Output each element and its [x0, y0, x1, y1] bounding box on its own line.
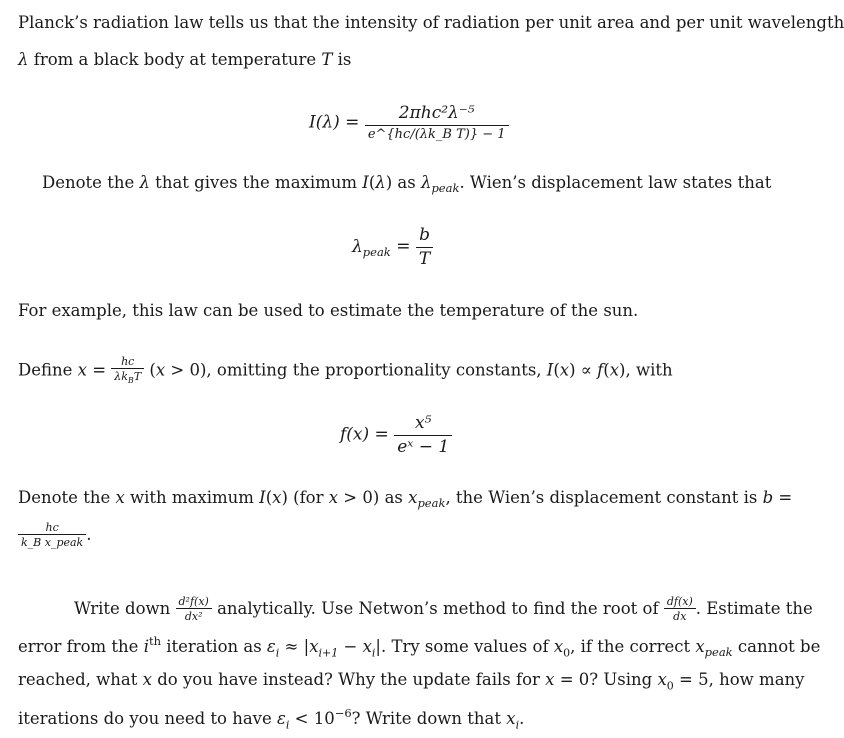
wien-constant-fraction: $\frac{hc}{\text{k\_B x\_peak}}$: [18, 522, 86, 549]
define-fraction: $\frac{hc}{\lambda k_BT}$: [111, 356, 144, 386]
example-line: For example, this law can be used to estimate the temperature of the sun.: [18, 301, 639, 320]
intro-line-1: [18, 13, 844, 32]
planck-denominator: e^{hc/(λk_B T)} − 1: [365, 125, 509, 142]
task-line-4: iterations do you need to have $\varepsilon_i < 10^{-6}$? Write down that $x_i$.: [18, 706, 525, 732]
f-lhs: f(x) =: [340, 424, 389, 445]
wien-fraction: $\frac{b}{T}$: [416, 226, 433, 268]
task-line-2: error from the $i^{th}$ iteration as $\varepsilon_i \approx |x_{i+1} - x_i|$. Try some values of $x_0$, if the correct $x_{peak}$ cannot be: [18, 634, 821, 660]
planck-numerator: 2πhc²λ⁻⁵: [398, 103, 475, 123]
second-derivative-fraction: $\frac{\text{d²f(x)}}{\text{dx²}}$: [176, 596, 212, 623]
denote-line-1: Denote the x with maximum I(x) (for x > 0) as $x_{peak}$, the Wien’s displacement constant is b =: [18, 488, 793, 510]
intro-text: Planck’s radiation law tells us that the intensity of radiation per unit area and per unit wavelength: [18, 13, 844, 32]
planck-fraction: [365, 104, 509, 142]
f-fraction: $\frac{\text{x⁵}}{\text{eˣ − 1}}$: [394, 414, 452, 456]
f-equation: [340, 414, 452, 456]
wien-text-line: Denote the λ that gives the maximum I(λ) as $\lambda_{peak}$. Wien’s displacement law states that: [42, 173, 772, 195]
wien-lhs: λ: [352, 236, 363, 257]
intro-line-2: λ from a black body at temperature T is: [18, 50, 352, 69]
first-derivative-fraction: $\frac{df(x)}{dx}$: [664, 596, 696, 623]
planck-lhs: I(λ) =: [309, 112, 360, 133]
task-line-1: Write down $\frac{\text{d²f(x)}}{\text{dx²}}$ analytically. Use Netwon’s method to find the root of $\frac{df(x)}{dx}$ . Estimate the: [74, 595, 813, 624]
planck-equation: [309, 104, 509, 142]
task-line-3: reached, what x do you have instead? Why the update fails for x = 0? Using $x_0 = 5$, how many: [18, 670, 805, 693]
define-line: Define x = $\frac{hc}{\lambda k_BT}$ (x > 0), omitting the proportionality constants, I(x) ∝ f(x), with: [18, 355, 673, 386]
denote-line-2: $\frac{hc}{\text{k\_B x\_peak}}$ .: [18, 522, 91, 549]
wien-equation: $\lambda_{peak}$ = $\frac{b}{T}$: [352, 226, 433, 268]
